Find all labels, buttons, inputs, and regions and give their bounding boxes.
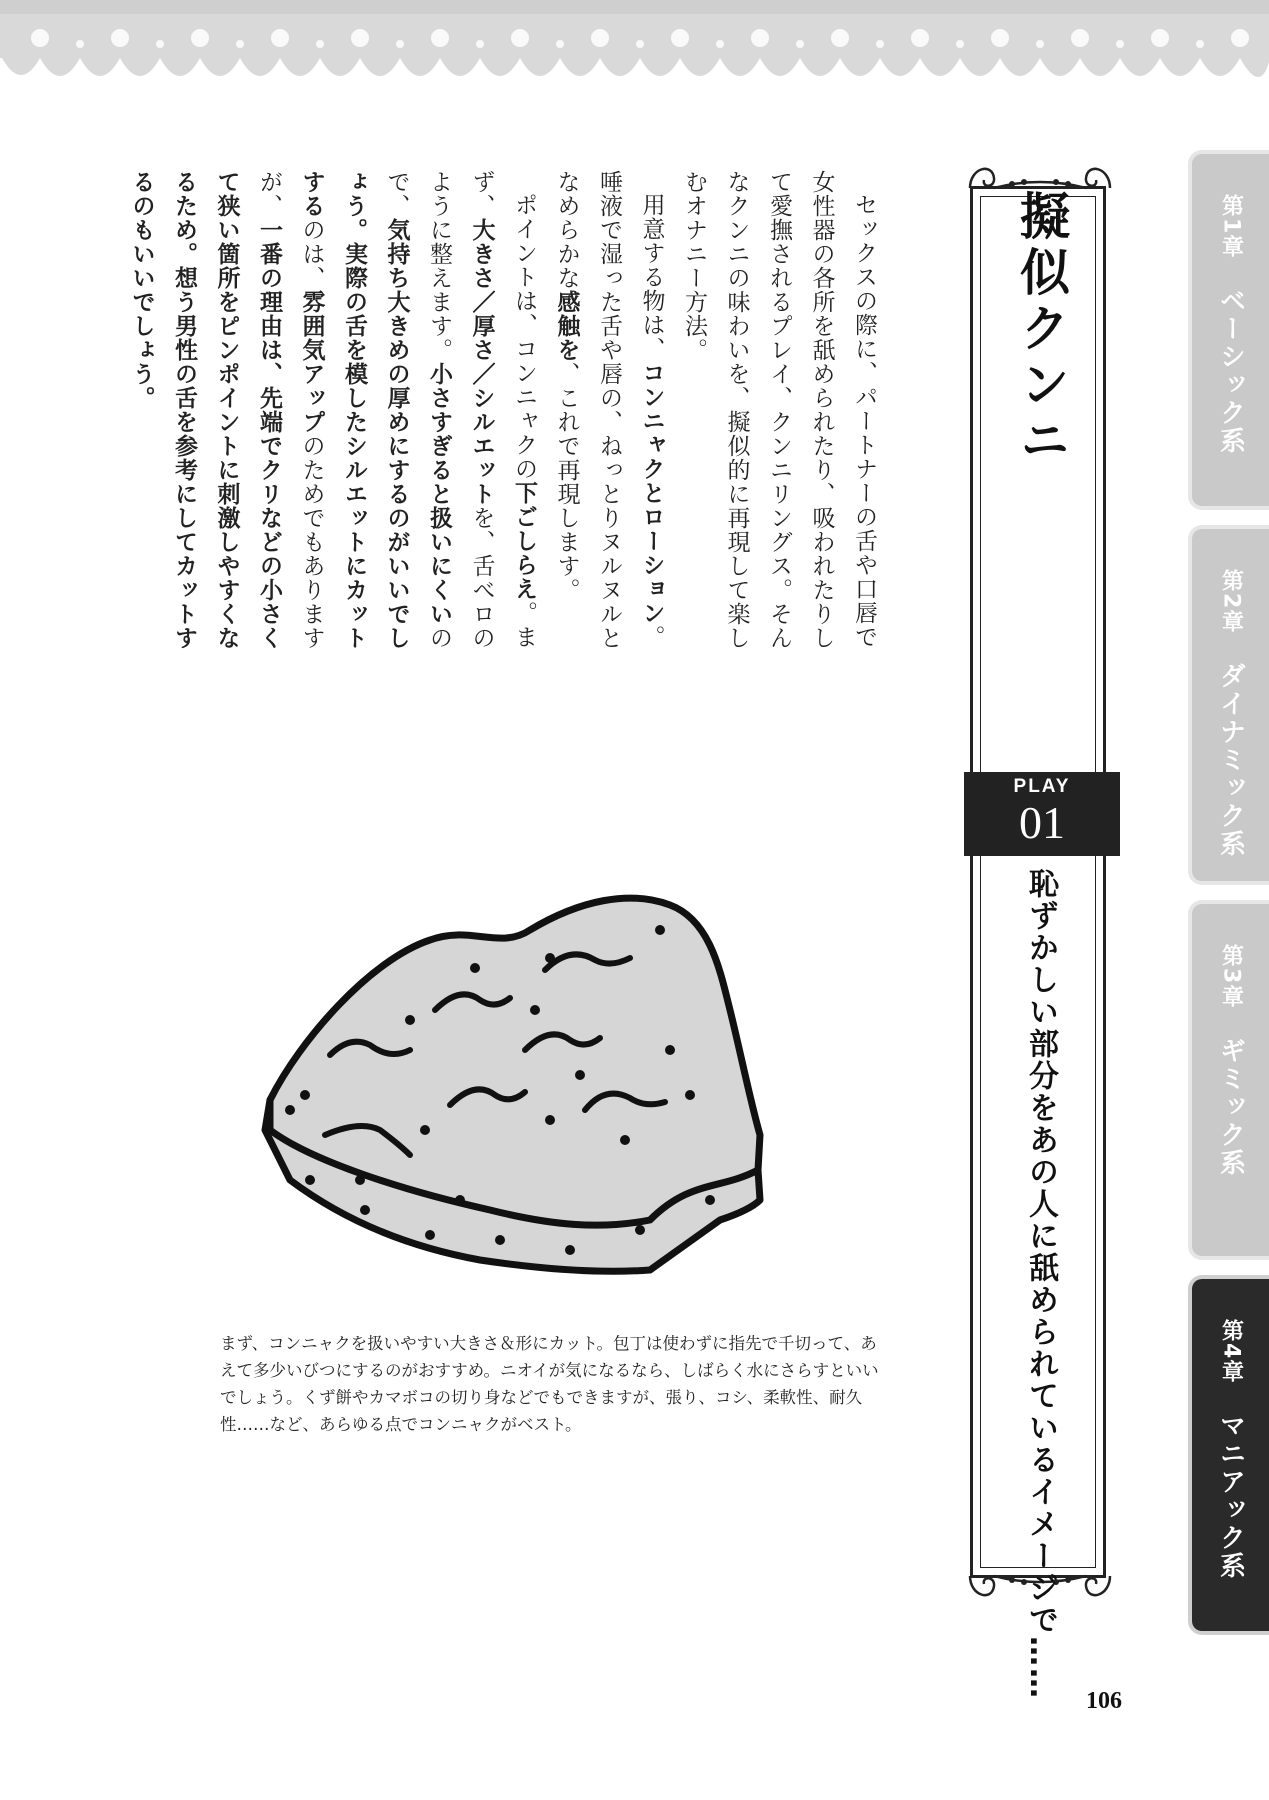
lace-border-decoration — [0, 14, 1269, 94]
illustration-caption: まず、コンニャクを扱いやすい大きさ＆形にカット。包丁は使わずに指先で千切って、あえて多少いびつにするのがおすすめ。ニオイが気になるなら、しばらく水にさらすといいでしょう。くず餅やカマボコの切り身などでもできますが、張り、コシ、柔軟性、耐久性……など、あらゆる点でコンニャクがベスト。 — [220, 1334, 879, 1434]
chapter-tab-2[interactable] — [1188, 525, 1269, 885]
tab-chapter-name: マニアック系 — [1215, 1412, 1246, 1581]
tab-chapter-name: ベーシック系 — [1215, 287, 1246, 456]
body-paragraph-2: 用意する物は、コンニャクとローション。唾液で湿った舌や唇の、ねっとりヌルヌルとなめらかな感触を、これで再現します。 — [553, 170, 665, 650]
tab-chapter-label: 第1章 — [1218, 194, 1244, 260]
tab-chapter-name: ギミック系 — [1215, 1037, 1246, 1178]
body-paragraph-1: セックスの際に、パートナーの舌や口唇で女性器の各所を舐められたり、吸われたりして愛撫されるプレイ、クンニリングス。そんなクンニの味わいを、擬似的に再現して楽しむオナニー方法。 — [681, 170, 877, 650]
play-number: 01 — [1019, 797, 1065, 848]
tab-chapter-label: 第2章 — [1218, 569, 1244, 635]
chapter-tab-1[interactable] — [1188, 150, 1269, 510]
top-border-bar — [0, 0, 1269, 14]
subtitle: 恥ずかしい部分をあの人に舐められているイメージで…… — [1023, 868, 1058, 1700]
konnyaku-illustration — [250, 880, 840, 1300]
tab-chapter-label: 第4章 — [1218, 1319, 1244, 1385]
play-badge — [964, 772, 1120, 856]
page-title: 擬似クンニ — [1012, 190, 1070, 470]
chapter-tab-3[interactable] — [1188, 900, 1269, 1260]
body-paragraph-3: ポイントは、コンニャクの下ごしらえ。まず、大きさ／厚さ／シルエットを、舌べロのように整えます。小さすぎると扱いにくいので、気持ち大きめの厚めにするのがいいでしょう。実際の舌を模したシルエットにカットするのは、雰囲気アップのためでもありますが、一番の理由は、先端でクリなどの小さくて狭い箇所をピンポイントに刺激しやすくなるため。想う男性の舌を参考にしてカットするのもいいでしょう。 — [128, 170, 537, 650]
body-text — [120, 170, 885, 650]
tab-chapter-label: 第3章 — [1218, 944, 1244, 1010]
tab-chapter-name: ダイナミック系 — [1215, 662, 1246, 859]
page-number: 106 — [1086, 1688, 1122, 1714]
play-label: PLAY — [1013, 776, 1071, 797]
chapter-tab-4[interactable] — [1188, 1275, 1269, 1635]
